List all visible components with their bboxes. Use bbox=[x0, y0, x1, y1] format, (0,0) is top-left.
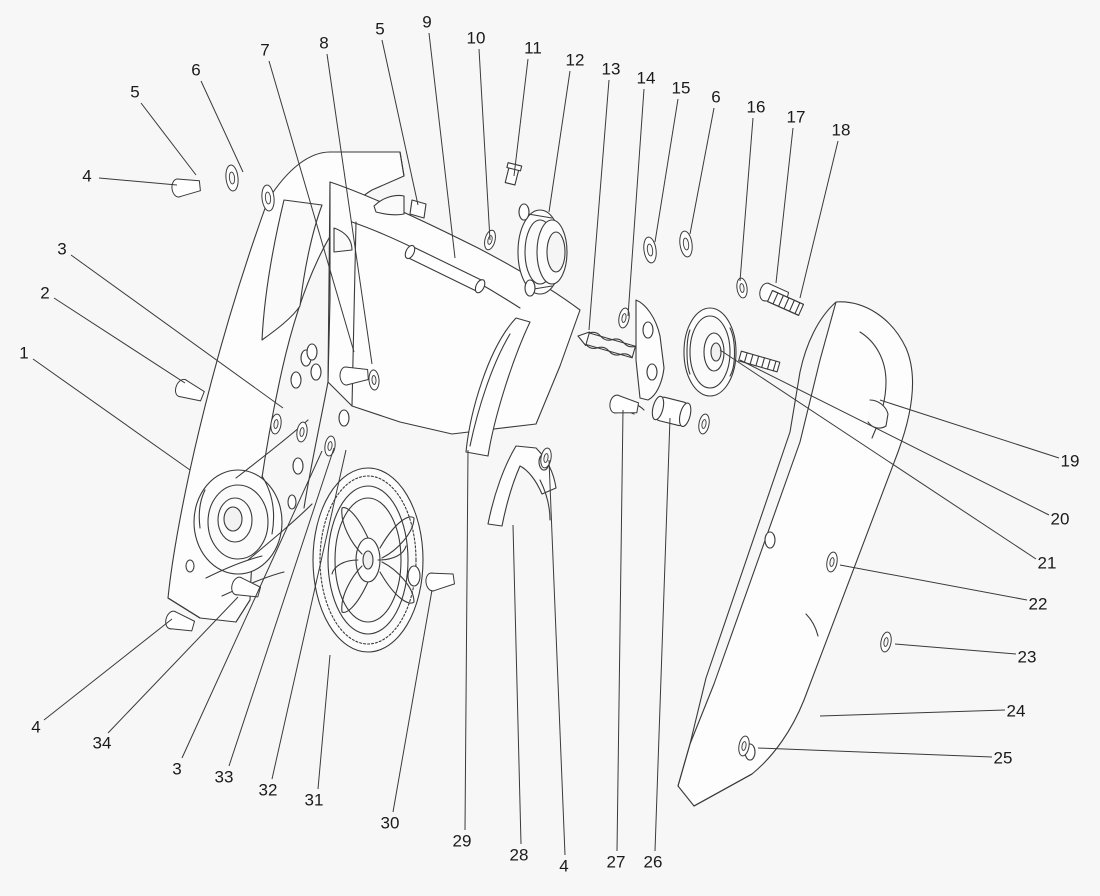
callout-leader-line bbox=[514, 59, 528, 176]
callout-leader-line bbox=[99, 178, 177, 185]
callout-leader-line bbox=[740, 118, 753, 281]
callout-leader-line bbox=[318, 655, 330, 789]
callout-number-4: 4 bbox=[559, 856, 569, 876]
callout-number-16: 16 bbox=[746, 97, 766, 117]
callout-number-8: 8 bbox=[319, 33, 329, 53]
callout-number-11: 11 bbox=[524, 38, 542, 58]
callout-leader-line bbox=[617, 410, 623, 851]
callout-number-19: 19 bbox=[1060, 451, 1080, 471]
callout-leader-line bbox=[513, 525, 521, 844]
callout-number-14: 14 bbox=[636, 68, 656, 88]
callout-number-5: 5 bbox=[375, 19, 385, 39]
callout-leader-line bbox=[479, 49, 490, 240]
callout-leader-line bbox=[655, 99, 678, 242]
callout-number-28: 28 bbox=[509, 845, 529, 865]
callout-leader-line bbox=[201, 81, 243, 172]
callout-number-1: 1 bbox=[19, 343, 29, 363]
callout-number-2: 2 bbox=[40, 283, 50, 303]
callout-leader-line bbox=[589, 80, 609, 330]
callout-leader-line bbox=[655, 418, 670, 851]
callout-leader-line bbox=[549, 460, 565, 855]
callout-leader-line bbox=[776, 128, 793, 283]
callout-number-34: 34 bbox=[92, 733, 112, 753]
callout-leader-line bbox=[895, 644, 1016, 654]
callout-leader-line bbox=[840, 565, 1027, 600]
callout-number-26: 26 bbox=[643, 852, 663, 872]
callout-leader-line bbox=[465, 450, 468, 830]
callout-number-15: 15 bbox=[671, 78, 691, 98]
callout-number-32: 32 bbox=[258, 780, 278, 800]
callout-number-20: 20 bbox=[1050, 509, 1070, 529]
callout-number-25: 25 bbox=[993, 748, 1013, 768]
callout-number-3: 3 bbox=[172, 759, 182, 779]
callout-number-27: 27 bbox=[606, 852, 626, 872]
callout-leader-line bbox=[429, 33, 455, 258]
callout-number-24: 24 bbox=[1006, 701, 1026, 721]
callout-leader-line bbox=[44, 619, 172, 720]
callout-leader-line bbox=[54, 298, 185, 383]
callout-leader-line bbox=[800, 141, 838, 298]
callout-number-9: 9 bbox=[422, 12, 432, 32]
callout-number-33: 33 bbox=[214, 767, 234, 787]
callout-number-4: 4 bbox=[82, 166, 92, 186]
callout-number-4: 4 bbox=[31, 717, 41, 737]
callout-number-6: 6 bbox=[711, 87, 721, 107]
callout-number-17: 17 bbox=[786, 107, 806, 127]
callout-number-13: 13 bbox=[601, 59, 621, 79]
callout-leader-line bbox=[549, 71, 570, 212]
callout-leader-line bbox=[880, 400, 1059, 458]
callout-number-30: 30 bbox=[380, 813, 400, 833]
callout-number-5: 5 bbox=[130, 82, 140, 102]
callout-leader-line bbox=[758, 748, 992, 757]
callout-leader-line bbox=[628, 89, 644, 316]
callout-number-22: 22 bbox=[1028, 594, 1048, 614]
callout-leader-line bbox=[141, 103, 196, 175]
callout-number-23: 23 bbox=[1017, 647, 1037, 667]
callout-leader-line bbox=[690, 108, 714, 234]
callout-number-29: 29 bbox=[452, 831, 472, 851]
callout-number-6: 6 bbox=[191, 60, 201, 80]
callout-number-12: 12 bbox=[565, 50, 585, 70]
callout-leader-line bbox=[33, 359, 190, 470]
callout-number-21: 21 bbox=[1037, 553, 1057, 573]
callout-number-31: 31 bbox=[304, 790, 324, 810]
callout-number-7: 7 bbox=[260, 40, 270, 60]
callout-leader-line bbox=[820, 710, 1005, 716]
callout-number-10: 10 bbox=[466, 28, 486, 48]
callout-number-18: 18 bbox=[831, 120, 851, 140]
callout-number-3: 3 bbox=[57, 239, 67, 259]
